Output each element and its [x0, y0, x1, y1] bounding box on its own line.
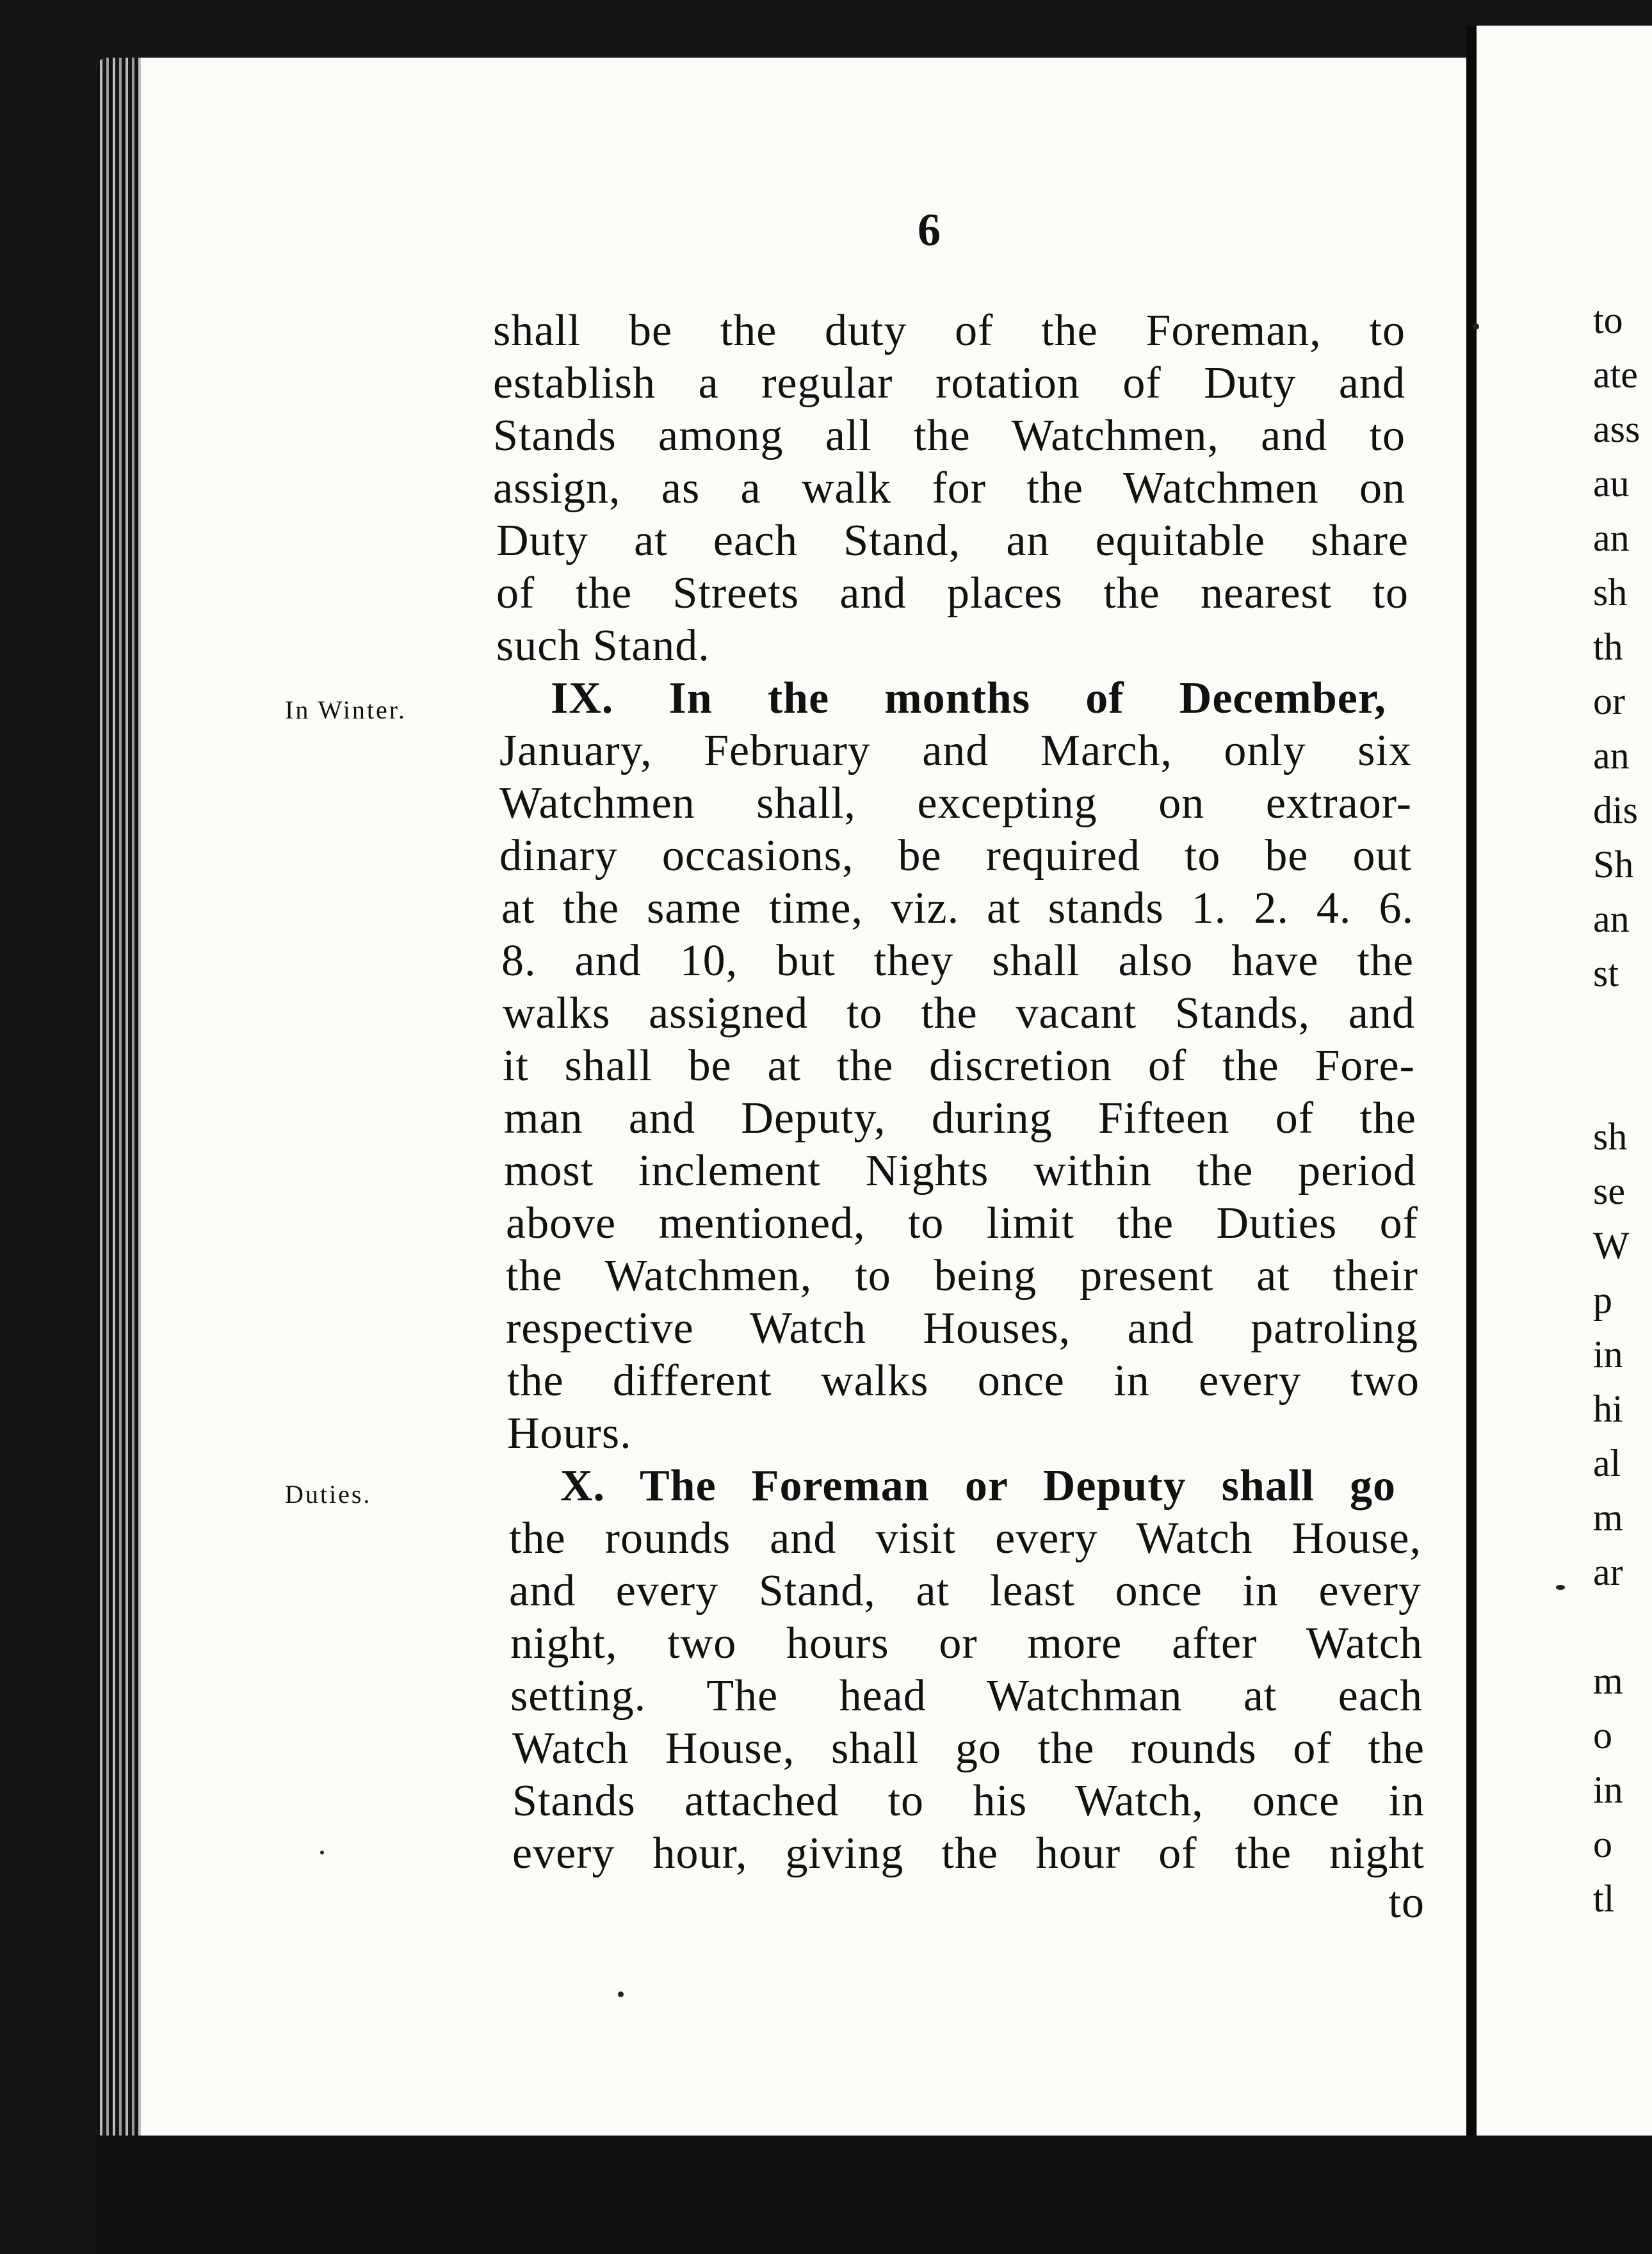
- body-line: Watchmen shall, excepting on extraor-: [499, 779, 1412, 828]
- facing-page-fragment: [1593, 1600, 1640, 1654]
- ink-speck: [1556, 1585, 1565, 1590]
- body-line: the rounds and visit every Watch House,: [509, 1514, 1421, 1563]
- body-line: such Stand.: [496, 621, 710, 670]
- body-line: January, February and March, only six: [499, 726, 1412, 775]
- facing-page-fragment: in: [1593, 1769, 1623, 1811]
- facing-page-fragment: p: [1593, 1279, 1612, 1321]
- facing-page-fragment: al: [1593, 1442, 1621, 1484]
- facing-page-fragment: Sh: [1593, 843, 1634, 886]
- facing-page-text: [1593, 293, 1640, 1926]
- body-line: it shall be at the discretion of the Fore-: [503, 1041, 1415, 1091]
- margin-note-in-winter: In Winter.: [285, 695, 407, 724]
- facing-page-fragment: ar: [1593, 1551, 1623, 1593]
- body-line: walks assigned to the vacant Stands, and: [503, 989, 1415, 1038]
- facing-page-fragment: o: [1593, 1714, 1612, 1756]
- body-line: dinary occasions, be required to be out: [499, 831, 1412, 880]
- facing-page-fragment: an: [1593, 734, 1630, 777]
- facing-page-fragment: ate: [1593, 353, 1638, 396]
- scan-background: [96, 2136, 1652, 2254]
- facing-page-fragment: in: [1593, 1333, 1623, 1375]
- body-line: man and Deputy, during Fifteen of the: [504, 1094, 1416, 1143]
- body-line: the Watchmen, to being present at their: [506, 1251, 1418, 1301]
- facing-page-fragment: st: [1593, 952, 1619, 994]
- facing-page-fragment: hi: [1593, 1388, 1623, 1430]
- body-line: most inclement Nights within the period: [504, 1146, 1416, 1196]
- facing-page-fragment: se: [1593, 1170, 1625, 1212]
- facing-page-fragment: an: [1593, 898, 1630, 940]
- facing-page-fragment: [1593, 1001, 1640, 1055]
- body-line: assign, as a walk for the Watchmen on: [493, 464, 1405, 513]
- facing-page-fragment: au: [1593, 462, 1630, 505]
- facing-page-fragment: dis: [1593, 789, 1639, 831]
- body-line: Stands among all the Watchmen, and to: [493, 411, 1405, 460]
- body-line: setting. The head Watchman at each: [510, 1671, 1423, 1721]
- page-number: 6: [918, 204, 941, 255]
- ink-speck: [320, 1851, 324, 1854]
- body-line: and every Stand, at least once in every: [509, 1566, 1421, 1616]
- facing-page-fragment: W: [1593, 1224, 1630, 1267]
- body-line: above mentioned, to limit the Duties of: [506, 1199, 1418, 1248]
- body-line: 8. and 10, but they shall also have the: [501, 936, 1414, 985]
- binding-gutter: [1466, 26, 1477, 2139]
- body-line: the different walks once in every two: [507, 1356, 1420, 1406]
- facing-page-fragment: [1593, 1055, 1640, 1110]
- body-line: shall be the duty of the Foreman, to: [493, 306, 1405, 355]
- page-edge-stack: [96, 58, 141, 2136]
- catchword: to: [1388, 1878, 1425, 1927]
- ink-speck: [618, 1991, 624, 1997]
- facing-page-fragment: ass: [1593, 408, 1640, 450]
- body-line: every hour, giving the hour of the night: [512, 1829, 1425, 1878]
- body-line: respective Watch Houses, and patroling: [506, 1304, 1418, 1353]
- ink-speck: [1473, 323, 1479, 330]
- facing-page-fragment: m: [1593, 1660, 1623, 1702]
- facing-page-fragment: tl: [1593, 1877, 1615, 1920]
- body-line: night, two hours or more after Watch: [510, 1619, 1423, 1668]
- body-line: Hours.: [507, 1409, 632, 1458]
- margin-note-duties: Duties.: [285, 1480, 372, 1509]
- facing-page-fragment: th: [1593, 626, 1623, 668]
- body-line: establish a regular rotation of Duty and: [493, 359, 1405, 408]
- body-line: at the same time, viz. at stands 1. 2. 4. 6.: [501, 884, 1414, 933]
- body-line: Duty at each Stand, an equitable share: [496, 516, 1409, 565]
- facing-page-fragment: to: [1593, 299, 1623, 341]
- facing-page-fragment: sh: [1593, 1115, 1628, 1158]
- facing-page-fragment: or: [1593, 680, 1625, 722]
- section-ix-opening: IX. In the months of December,: [551, 674, 1386, 723]
- facing-page-fragment: sh: [1593, 571, 1628, 613]
- facing-page-fragment: m: [1593, 1496, 1623, 1539]
- facing-page-fragment: o: [1593, 1823, 1612, 1865]
- facing-page-fragment: an: [1593, 517, 1630, 559]
- section-x-opening: X. The Foreman or Deputy shall go: [560, 1461, 1396, 1511]
- body-line: of the Streets and places the nearest to: [496, 569, 1409, 618]
- body-line: Watch House, shall go the rounds of the: [512, 1724, 1425, 1773]
- body-line: Stands attached to his Watch, once in: [512, 1776, 1425, 1826]
